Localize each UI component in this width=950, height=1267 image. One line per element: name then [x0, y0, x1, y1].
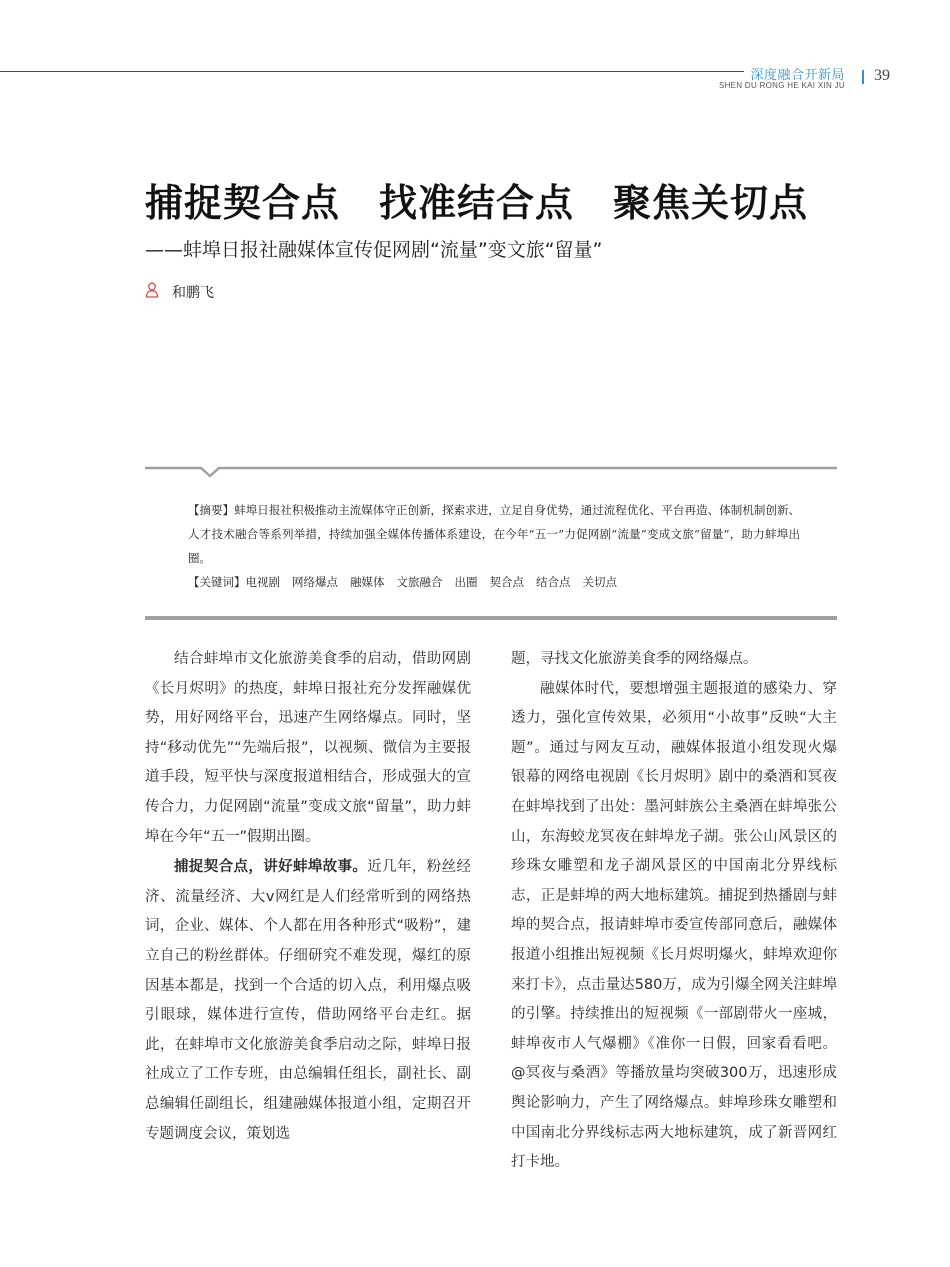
paragraph: 结合蚌埠市文化旅游美食季的启动，借助网剧《长月烬明》的热度，蚌埠日报社充分发挥融媒优势，用好网络平台，迅速产生网络爆点。同时，坚持“移动优先”“先端后报”，以视频、微信为主要报道手段，短平快与深度报道相结合，形成强大的宣传合力，力促网剧“流量”变成文旅“留量”，助力蚌埠在今年“五一”假期出圈。 [145, 651, 471, 845]
header-rule [0, 71, 842, 72]
paragraph [145, 852, 471, 1149]
section-lead: 捕捉契合点，讲好蚌埠故事。 [174, 858, 368, 876]
abstract-bottom-divider [145, 616, 837, 620]
keyword: 融媒体 [350, 575, 385, 589]
body-column-right [511, 645, 837, 1178]
article-subtitle: ——蚌埠日报社融媒体宣传促网剧“流量”变文旅“留量” [145, 239, 603, 261]
section-pinyin: SHEN DU RONG HE KAI XIN JU [718, 81, 845, 90]
body-column-left [145, 645, 471, 1149]
keywords-label: 【关键词】 [188, 575, 246, 589]
keyword: 文旅融合 [396, 575, 443, 589]
keyword: 网络爆点 [292, 575, 338, 589]
author-name: 和鹏飞 [172, 285, 214, 301]
page-separator [862, 70, 864, 84]
person-icon [145, 282, 159, 298]
keyword: 结合点 [536, 575, 571, 589]
abstract [188, 498, 800, 570]
keyword: 出圈 [454, 575, 478, 589]
paragraph: 题，寻找文化旅游美食季的网络爆点。 [511, 651, 758, 667]
keywords [188, 570, 828, 594]
paragraph-text: 近几年，粉丝经济、流量经济、大v网红是人们经常听到的网络热词，企业、媒体、个人都在用各种形式“吸粉”，建立自己的粉丝群体。仔细研究不难发现，爆红的原因基本都是，找到一个合适的切入点，利用爆点吸引眼球，媒体进行宣传，借助网络平台走红。据此，在蚌埠市文化旅游美食季启动之际，蚌埠日报社成立了工作专班，由总编辑任组长，副社长、副总编辑任副组长，组建融媒体报道小组，定期召开专题调度会议，策划选 [145, 859, 472, 1142]
paragraph: 融媒体时代，要想增强主题报道的感染力、穿透力，强化宣传效果，必须用“小故事”反映“大主题”。通过与网友互动，融媒体报道小组发现火爆银幕的网络电视剧《长月烬明》剧中的桑酒和冥夜在蚌埠找到了出处：墨河蚌族公主桑酒在蚌埠张公山，东海蛟龙冥夜在蚌埠龙子湖。张公山风景区的珍珠女雕塑和龙子湖风景区的中国南北分界线标志，正是蚌埠的两大地标建筑。捕捉到热播剧与蚌埠的契合点，报请蚌埠市委宣传部同意后，融媒体报道小组推出短视频《长月烬明爆火，蚌埠欢迎你来打卡》，点击量达580万，成为引爆全网关注蚌埠的引擎。持续推出的短视频《一部剧带火一座城，蚌埠夜市人气爆棚》《准你一日假，回家看看吧。@冥夜与桑酒》等播放量均突破300万，迅速形成舆论影响力，产生了网络爆点。蚌埠珍珠女雕塑和中国南北分界线标志两大地标建筑，成了新晋网红打卡地。 [511, 680, 837, 1171]
article-title: 捕捉契合点 找准结合点 聚焦关切点 [145, 180, 809, 225]
page-number: 39 [874, 67, 890, 84]
keyword: 关切点 [582, 575, 617, 589]
section-title: 深度融合开新局 [744, 64, 845, 83]
abstract-text: 蚌埠日报社积极推动主流媒体守正创新，探索求进，立足自身优势，通过流程优化、平台再造、体制机制创新、人才技术融合等系列举措，持续加强全媒体传播体系建设，在今年“五一”力促网剧“流量”变成文旅“留量”，助力蚌埠出圈。 [188, 503, 801, 565]
abstract-top-divider [145, 466, 837, 478]
abstract-label: 【摘要】 [188, 503, 235, 517]
keyword: 契合点 [489, 575, 524, 589]
keyword: 电视剧 [245, 575, 280, 589]
